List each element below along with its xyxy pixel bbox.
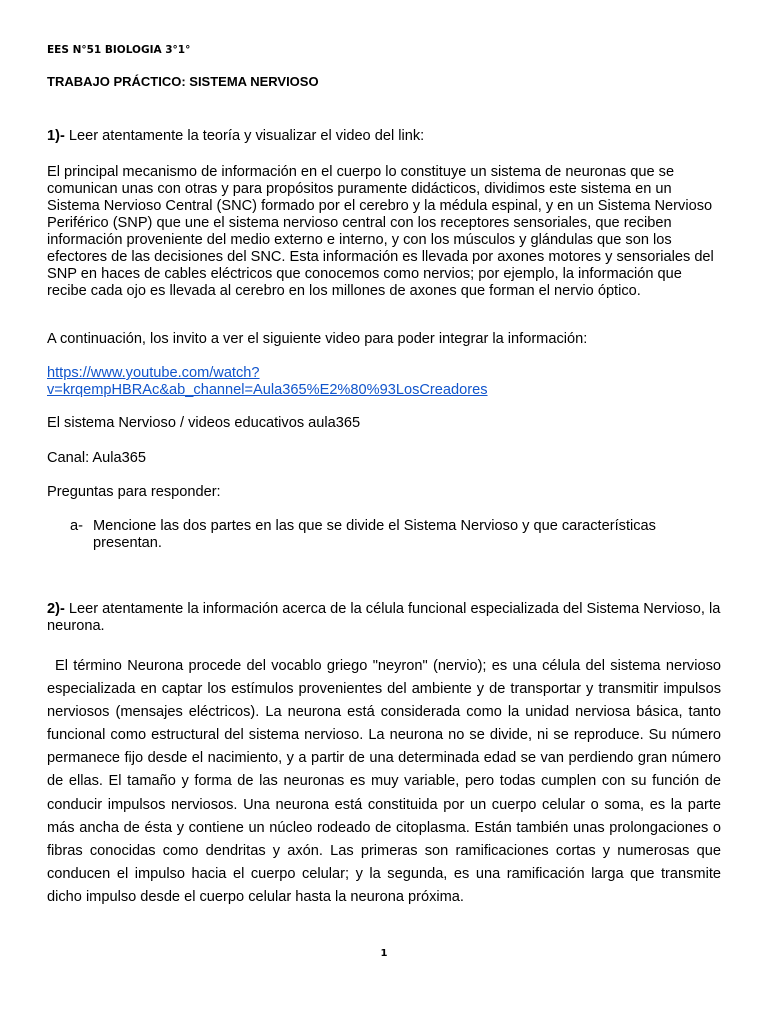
video-link-line-2[interactable]: v=krqempHBRAc&ab_channel=Aula365%E2%80%93LosCreadores [47,382,488,398]
questions-label-text: Preguntas para responder: [47,484,221,500]
page-number: 1 [380,948,388,959]
channel-name [47,450,721,467]
video-invite [47,331,721,348]
question-a-marker: a- [70,518,83,534]
video-link-line-1[interactable]: https://www.youtube.com/watch? [47,365,260,381]
page-title: TRABAJO PRÁCTICO: SISTEMA NERVIOSO [47,74,319,89]
section-1-number: 1)- [47,128,65,144]
section-1-paragraph [47,164,721,300]
section-2-number: 2)- [47,601,65,617]
section-2-heading-text: Leer atentamente la información acerca de la célula funcional especializada del Sistema Nervioso, la neurona. [47,601,721,634]
section-2-heading [47,601,721,635]
channel-name-text: Canal: Aula365 [47,450,146,466]
section-1-heading-text: Leer atentamente la teoría y visualizar el video del link: [64,128,425,144]
section-1-heading [47,128,721,145]
document-page [47,0,721,1024]
question-a-text: Mencione las dos partes en las que se divide el Sistema Nervioso y que características presentan. [93,518,656,551]
questions-label [47,484,721,501]
video-link[interactable] [47,365,721,399]
video-invite-text: A continuación, los invito a ver el siguiente video para poder integrar la información: [47,331,588,347]
section-2-paragraph [47,655,721,909]
question-a [70,518,721,552]
video-title-text: El sistema Nervioso / videos educativos aula365 [47,415,361,431]
section-2-paragraph-text: El término Neurona procede del vocablo griego "neyron" (nervio); es una célula del sistema nervioso especializada en captar los estímulos provenientes del ambiente y de transportar y transmitir impulsos nerviosos (mensajes eléctricos). La neurona está considerada como la unidad nerviosa básica, tanto funcional como estructural del sistema nervioso. La neurona no se divide, ni se reproduce. Su número permanece fijo desde el nacimiento, y a partir de una determinada edad se van perdiendo gran número de ellas. El tamaño y forma de las neuronas es muy variable, pero todas cumplen con su función de conducir impulsos nerviosos. Una neurona está constituida por un cuerpo celular o soma, es la parte más ancha de ésta y contiene un núcleo rodeado de citoplasma. Están también unas prolongaciones o fibras conocidas como dendritas y axón. Las primeras son ramificaciones cortas y numerosas que conducen el impulso hacia el cuerpo celular; y la segunda, es una ramificación larga que transmite dicho impulso desde el cuerpo celular hasta la neurona próxima. [47,658,721,905]
section-1-paragraph-text: El principal mecanismo de información en el cuerpo lo constituye un sistema de neuronas que se comunican unas con otras y para propósitos puramente didácticos, dividimos este sistema en un Sistema Nervioso Central (SNC) formado por el cerebro y la médula espinal, y en un Sistema Nervioso Periférico (SNP) que une el sistema nervioso central con los receptores sensoriales, que reciben información proveniente del medio externo e interno, y con los músculos y glándulas que son los efectores de las decisiones del SNC. Esta información es llevada por axones motores y sensoriales del SNP en haces de cables eléctricos que conocemos como nervios; por ejemplo, la información que recibe cada ojo es llevada al cerebro en los millones de axones que forman el nervio óptico. [47,164,714,299]
video-title [47,415,721,432]
document-header: EES N°51 BIOLOGIA 3°1° [47,44,191,56]
